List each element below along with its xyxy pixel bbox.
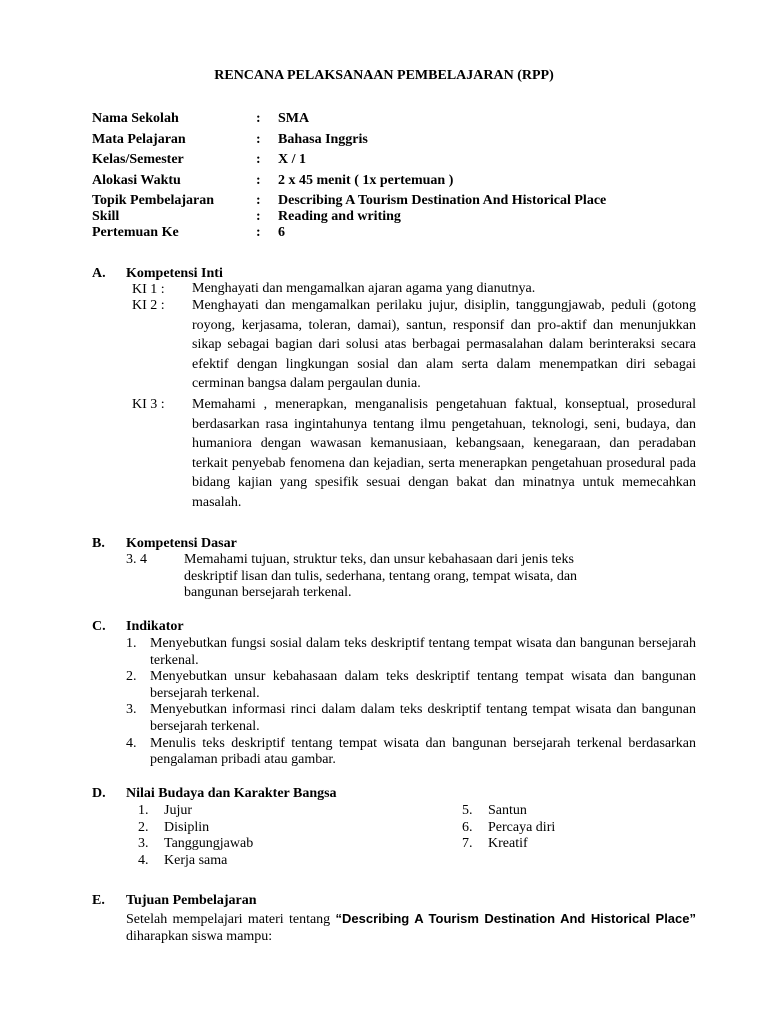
info-label: Mata Pelajaran bbox=[92, 131, 186, 147]
ki-text: Menghayati dan mengamalkan perilaku jujur, disiplin, tanggungjawab, peduli (gotong royong, kerjasama, toleran, damai), santun, responsif dan pro-aktif dan menunjukkan sikap sebagai bagian dari solusi atas berbagai permasalahan dalam berinteraksi secara efektif dengan lingkungan sosial dan alam serta dalam menempatkan diri sebagai cerminan bangsa dalam pergaulan dunia. bbox=[192, 298, 696, 391]
indikator-list bbox=[126, 636, 696, 769]
list-item-number: 4. bbox=[126, 735, 137, 751]
ki-text: Memahami , menerapkan, menganalisis pengetahuan faktual, konseptual, prosedural berdasarkan rasa ingintahunya tentang ilmu pengetahuan, teknologi, seni, budaya, dan humaniora dengan wawasan kemanusiaan, kebangsaan, kenegaraan, dan peradaban terkait penyebab fenomena dan kejadian, serta menerapkan pengetahuan prosedural pada bidang kajian yang spesifik sesuai dengan bakat dan minatnya untuk memecahkan masalah. bbox=[192, 397, 696, 510]
list-item-text: Percaya diri bbox=[488, 819, 556, 835]
info-label: Alokasi Waktu bbox=[92, 172, 181, 188]
goal-quote-close: ” bbox=[689, 911, 696, 926]
list-item-number: 3. bbox=[126, 702, 137, 718]
info-label: Kelas/Semester bbox=[92, 152, 184, 168]
section-letter: D. bbox=[92, 786, 106, 801]
list-item-text: Kreatif bbox=[488, 836, 528, 852]
kd-text: Memahami tujuan, struktur teks, dan unsur kebahasaan dari jenis teks deskriptif lisan dan tulis, sederhana, tentang orang, tempat wisata, dan bangunan bersejarah terkenal. bbox=[184, 552, 578, 600]
list-item-text: Tanggungjawab bbox=[164, 836, 254, 852]
info-label: Nama Sekolah bbox=[92, 111, 179, 126]
list-item-number: 5. bbox=[462, 803, 473, 818]
goal-topic: Describing A Tourism Destination And Historical Place bbox=[342, 911, 690, 926]
info-value: SMA bbox=[278, 111, 310, 126]
list-item-text: Santun bbox=[488, 803, 527, 818]
list-item-number: 2. bbox=[126, 669, 137, 685]
list-item bbox=[138, 820, 338, 837]
list-item bbox=[138, 853, 338, 870]
values-list-left bbox=[138, 803, 338, 870]
section-indikator bbox=[92, 619, 696, 774]
list-item bbox=[126, 669, 696, 702]
section-heading: Indikator bbox=[126, 619, 184, 634]
section-heading: Kompetensi Inti bbox=[126, 266, 223, 281]
goal-quote-open: “ bbox=[335, 911, 343, 926]
info-colon: : bbox=[256, 152, 261, 168]
kd-number: 3. 4 bbox=[126, 552, 147, 567]
list-item-number: 1. bbox=[126, 636, 137, 651]
list-item bbox=[138, 803, 338, 820]
info-label: Topik Pembelajaran bbox=[92, 193, 214, 209]
info-label: Skill bbox=[92, 209, 120, 225]
ki-text: Menghayati dan mengamalkan ajaran agama yang dianutnya. bbox=[192, 281, 536, 296]
section-heading: Nilai Budaya dan Karakter Bangsa bbox=[126, 786, 337, 801]
goal-outro: diharapkan siswa mampu: bbox=[126, 929, 273, 944]
list-item bbox=[126, 702, 696, 735]
info-colon: : bbox=[256, 111, 261, 126]
list-item-number: 6. bbox=[462, 819, 473, 835]
section-tujuan-pembelajaran bbox=[92, 893, 696, 953]
info-value: Reading and writing bbox=[278, 209, 401, 225]
list-item-text: Kerja sama bbox=[164, 853, 228, 869]
list-item-text: Menyebutkan unsur kebahasaan dalam teks deskriptif tentang tempat wisata dan bangunan bersejarah terkenal. bbox=[150, 669, 696, 701]
list-item-text: Menyebutkan fungsi sosial dalam teks deskriptif tentang tempat wisata dan bangunan bersejarah terkenal. bbox=[150, 636, 696, 668]
ki-label: KI 1 : bbox=[132, 282, 165, 297]
list-item-text: Disiplin bbox=[164, 819, 210, 835]
list-item bbox=[126, 736, 696, 769]
section-letter: B. bbox=[92, 536, 105, 551]
section-letter: A. bbox=[92, 266, 106, 281]
list-item bbox=[126, 636, 696, 669]
info-value: 6 bbox=[278, 225, 285, 241]
section-nilai-budaya bbox=[92, 786, 696, 872]
values-list-right bbox=[462, 803, 662, 853]
section-kompetensi-dasar bbox=[92, 536, 696, 606]
info-colon: : bbox=[256, 209, 261, 225]
info-label: Pertemuan Ke bbox=[92, 225, 179, 241]
list-item bbox=[138, 836, 338, 853]
section-letter: C. bbox=[92, 619, 106, 634]
list-item-number: 3. bbox=[138, 836, 149, 852]
section-heading: Kompetensi Dasar bbox=[126, 536, 237, 551]
list-item bbox=[462, 820, 662, 837]
ki-label: KI 3 : bbox=[132, 397, 165, 412]
list-item-text: Menyebutkan informasi rinci dalam dalam teks deskriptif tentang tempat wisata dan bangunan bersejarah terkenal. bbox=[150, 702, 696, 734]
list-item-number: 2. bbox=[138, 819, 149, 835]
learning-goal-text bbox=[126, 910, 696, 945]
info-colon: : bbox=[256, 172, 261, 188]
list-item-number: 4. bbox=[138, 853, 149, 869]
ki-label: KI 2 : bbox=[132, 298, 165, 313]
list-item bbox=[462, 803, 662, 820]
document-title: RENCANA PELAKSANAAN PEMBELAJARAN (RPP) bbox=[214, 68, 554, 83]
section-kompetensi-inti bbox=[92, 266, 696, 516]
info-value: Bahasa Inggris bbox=[278, 131, 368, 147]
info-colon: : bbox=[256, 225, 261, 241]
info-value: 2 x 45 menit ( 1x pertemuan ) bbox=[278, 172, 454, 188]
info-value: Describing A Tourism Destination And Historical Place bbox=[278, 193, 607, 209]
section-letter: E. bbox=[92, 893, 105, 908]
list-item-text: Jujur bbox=[164, 803, 192, 818]
section-heading: Tujuan Pembelajaran bbox=[126, 893, 257, 908]
info-value: X / 1 bbox=[278, 152, 306, 168]
goal-intro: Setelah mempelajari materi tentang bbox=[126, 912, 336, 927]
list-item-number: 1. bbox=[138, 803, 149, 818]
list-item-number: 7. bbox=[462, 836, 473, 852]
info-colon: : bbox=[256, 131, 261, 147]
list-item-text: Menulis teks deskriptif tentang tempat wisata dan bangunan bersejarah terkenal berdasarkan pengalaman pribadi atau gambar. bbox=[150, 735, 696, 768]
list-item bbox=[462, 836, 662, 853]
info-colon: : bbox=[256, 193, 261, 209]
